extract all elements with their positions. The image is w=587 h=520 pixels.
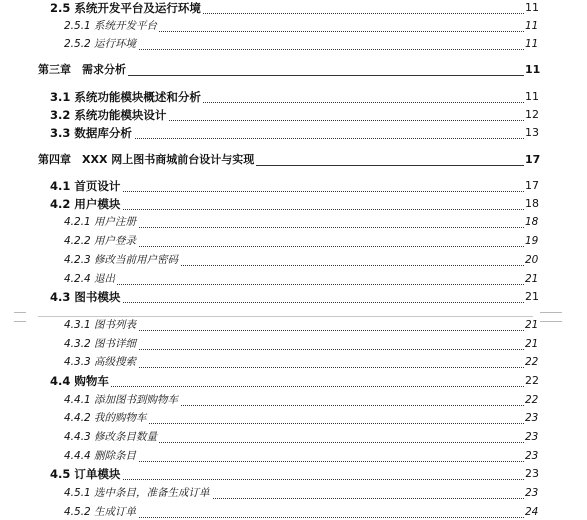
toc-entry-page-number: 23	[525, 467, 539, 480]
toc-entry[interactable]	[0, 178, 587, 194]
toc-entry[interactable]	[0, 448, 587, 464]
toc-entry[interactable]	[0, 485, 587, 501]
toc-entry-page-number: 13	[525, 126, 539, 139]
page-break-marker-right	[540, 312, 562, 322]
toc-entry[interactable]	[0, 336, 587, 352]
toc-entry-page-number: 12	[525, 108, 539, 121]
toc-entry-title: 3.1 系统功能模块概述和分析	[50, 90, 201, 104]
toc-entry[interactable]	[0, 214, 587, 230]
toc-entry-title: 4.4.2 我的购物车	[64, 412, 147, 424]
toc-entry-title: 2.5.1 系统开发平台	[64, 20, 158, 32]
toc-entry[interactable]	[0, 89, 587, 105]
toc-entry[interactable]	[0, 62, 587, 78]
toc-entry-title: 2.5.2 运行环境	[64, 38, 137, 50]
toc-entry-page-number: 11	[525, 1, 539, 14]
toc-entry[interactable]	[0, 504, 587, 520]
toc-entry-page-number: 11	[525, 90, 539, 103]
toc-entry-title: 4.2.1 用户注册	[64, 216, 137, 228]
toc-entry[interactable]	[0, 289, 587, 305]
toc-entry-title: 3.3 数据库分析	[50, 126, 132, 140]
toc-entry-title: 4.3.2 图书详细	[64, 338, 137, 350]
toc-entry-title: 4.4.1 添加图书到购物车	[64, 394, 179, 406]
toc-entry-page-number: 22	[525, 374, 539, 387]
toc-entry-title: 4.2.2 用户登录	[64, 235, 137, 247]
toc-entry-page-number: 17	[525, 153, 541, 166]
toc-entry-page-number: 23	[525, 431, 539, 443]
toc-entry-page-number: 23	[525, 487, 539, 499]
toc-entry-page-number: 18	[525, 197, 539, 210]
toc-entry[interactable]	[0, 392, 587, 408]
toc-entry-page-number: 22	[525, 394, 539, 406]
toc-entry-title: 4.5.2 生成订单	[64, 506, 137, 518]
toc-entry-title: 4.2.4 退出	[64, 273, 116, 285]
toc-entry[interactable]	[0, 466, 587, 482]
toc-entry-page-number: 24	[525, 506, 539, 518]
toc-entry-page-number: 18	[525, 216, 539, 228]
toc-entry[interactable]	[0, 317, 587, 333]
toc-entry-title: 第四章 XXX 网上图书商城前台设计与实现	[38, 153, 255, 166]
toc-entry-title: 4.3.1 图书列表	[64, 319, 137, 331]
toc-entry-title: 4.5 订单模块	[50, 467, 121, 481]
toc-entry-title: 3.2 系统功能模块设计	[50, 108, 167, 122]
toc-leader-dots	[50, 386, 526, 387]
toc-entry-page-number: 21	[525, 290, 539, 303]
page-break-marker-left	[14, 312, 26, 322]
toc-leader-dots	[64, 284, 526, 285]
toc-entry-page-number: 11	[525, 20, 539, 32]
page-break	[0, 310, 587, 318]
toc-entry[interactable]	[0, 233, 587, 249]
toc-entry-title: 4.5.1 选中条目，准备生成订单	[64, 487, 210, 499]
toc-entry-page-number: 21	[525, 273, 539, 285]
toc-entry-title: 4.2.3 修改当前用户密码	[64, 254, 179, 266]
toc-entry-title: 2.5 系统开发平台及运行环境	[50, 1, 201, 15]
toc-entry-title: 4.4 购物车	[50, 374, 109, 388]
toc-entry-title: 4.3 图书模块	[50, 290, 121, 304]
toc-entry-page-number: 23	[525, 450, 539, 462]
toc-entry-page-number: 22	[525, 356, 539, 368]
toc-entry-title: 4.4.4 删除条目	[64, 450, 137, 462]
toc-entry[interactable]	[0, 0, 587, 16]
toc-entry-title: 4.4.3 修改条目数量	[64, 431, 158, 443]
toc-entry-title: 4.2 用户模块	[50, 197, 121, 211]
toc-entry[interactable]	[0, 429, 587, 445]
toc-entry-page-number: 11	[525, 63, 541, 76]
toc-entry[interactable]	[0, 36, 587, 52]
toc-entry-page-number: 17	[525, 179, 539, 192]
toc-entry-page-number: 23	[525, 412, 539, 424]
toc-entry-page-number: 21	[525, 338, 539, 350]
toc-entry[interactable]	[0, 152, 587, 168]
toc-entry-page-number: 21	[525, 319, 539, 331]
toc-entry-title: 4.3.3 高级搜索	[64, 356, 137, 368]
toc-entry-page-number: 20	[525, 254, 539, 266]
toc-entry[interactable]	[0, 354, 587, 370]
toc-entry[interactable]	[0, 252, 587, 268]
toc-entry[interactable]	[0, 125, 587, 141]
toc-entry[interactable]	[0, 196, 587, 212]
toc-entry[interactable]	[0, 373, 587, 389]
toc-entry[interactable]	[0, 271, 587, 287]
page-break-line	[38, 316, 533, 317]
toc-entry[interactable]	[0, 18, 587, 34]
toc-entry[interactable]	[0, 410, 587, 426]
toc-entry-page-number: 19	[525, 235, 539, 247]
toc-entry-page-number: 11	[525, 38, 539, 50]
toc-entry-title: 4.1 首页设计	[50, 179, 121, 193]
toc-entry[interactable]	[0, 107, 587, 123]
toc-entry-title: 第三章 需求分析	[38, 63, 126, 76]
